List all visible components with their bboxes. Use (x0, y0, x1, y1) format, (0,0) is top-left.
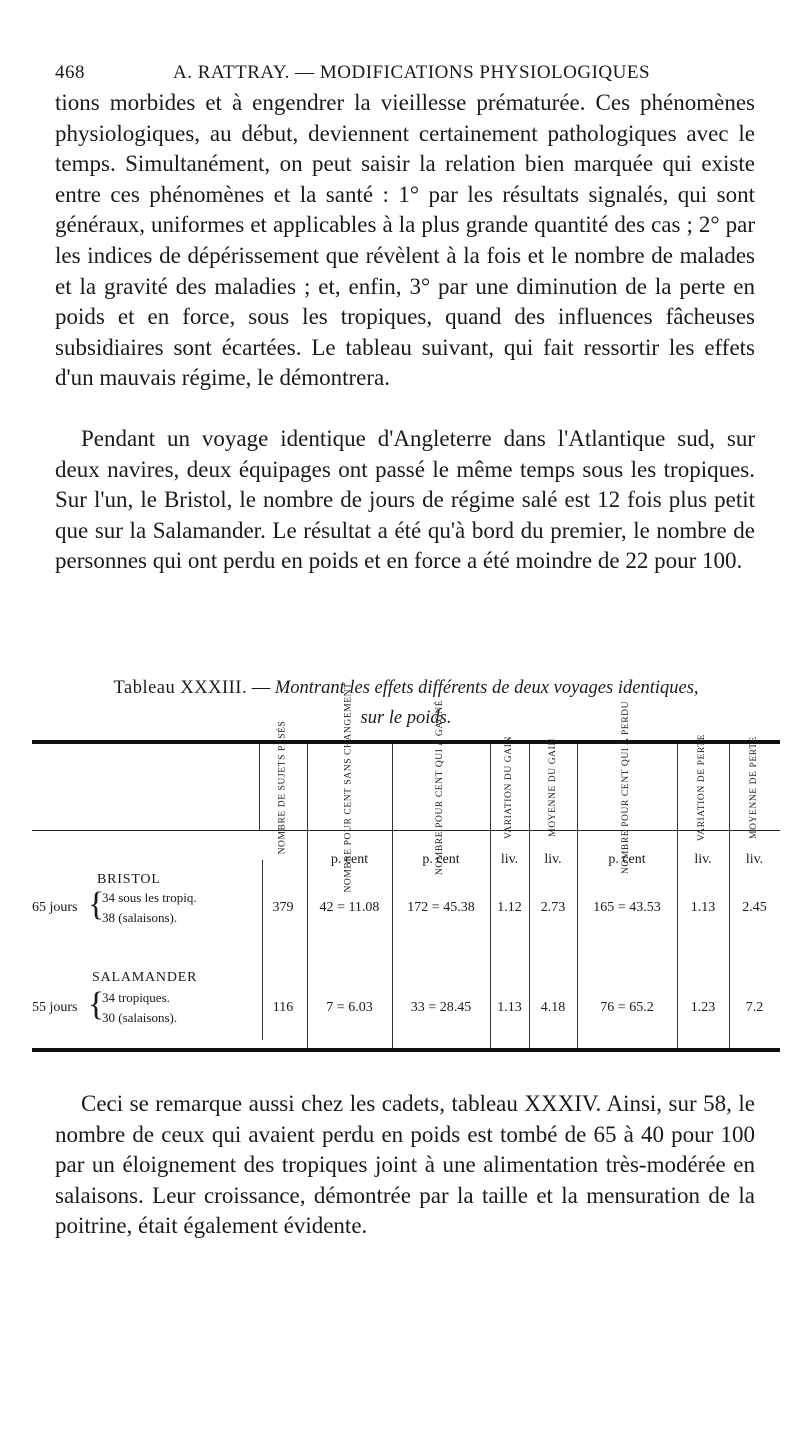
table-cell: 1.13 (497, 1000, 522, 1015)
ship-name-bristol: BRISTOL (97, 872, 161, 887)
paragraph-1: tions morbides et à engendrer la vieillesse prématurée. Ces phénomènes physiologiques, au début, deviennent certainement pathologiques avec le temps. Simultanément, on peut saisir la relation bien marquée qui existe entre ces phénomènes et la santé : 1° par les résultats signalés, qui sont généraux, uniformes et applicables à la plus grande quantité des cas ; 2° par les indices de dépérissement que révèlent à la fois et le nombre de malades et la gravité des maladies ; et, enfin, 3° par une diminution de la perte en poids et en force, sous les tropiques, quand des influences fâcheuses subsidiaires sont écartées. Le tableau suivant, qui fait ressortir les effets d'un mauvais régime, le démontrera. (55, 90, 755, 391)
ship-name-salamander: SALAMANDER (92, 970, 198, 985)
row-detail-line1: 34 tropiques. (102, 990, 170, 1005)
table-label: Tableau XXXIII. (113, 678, 248, 698)
col-header-moyenne-gain: MOYENNE DU GAIN (547, 737, 558, 837)
caption-dash: — (247, 678, 275, 698)
table-bottom-rule (32, 1048, 780, 1052)
unit-cell: liv. (745, 852, 764, 867)
unit-cell: p. cent (422, 852, 460, 867)
row-detail-line1: 34 sous les tropiq. (102, 890, 197, 905)
unit-cell: liv. (694, 852, 712, 867)
table-cell: 7 = 6.03 (326, 1000, 373, 1015)
table-cell: 42 = 11.08 (319, 900, 380, 915)
row-days: 55 jours (32, 1000, 78, 1015)
paragraph-2: Pendant un voyage identique d'Angleterre dans l'Atlantique sud, sur deux navires, deux équipages ont passé le même temps sous les tropiques. Sur l'un, le Bristol, le nombre de jours de régime salé est 12 fois plus petit que sur la Salamander. Le résultat a été qu'à bord du premier, le nombre de personnes qui ont perdu en poids et en force a été moindre de 22 pour 100. (55, 426, 755, 574)
table-header-rule (32, 830, 780, 831)
table-cell: 1.13 (690, 900, 716, 915)
col-header-a-gagne: NOMBRE POUR CENT QUI A GAGNÉ (435, 699, 446, 875)
unit-cell: liv. (500, 852, 519, 867)
table-cell: 2.45 (742, 900, 767, 915)
table-title-line2: sur le poids. (360, 708, 452, 728)
table-cell: 1.12 (497, 900, 522, 915)
unit-cell: p. cent (608, 852, 646, 867)
table-cell: 76 = 65.2 (600, 1000, 654, 1015)
table-cell: 4.18 (540, 1000, 566, 1015)
table-title: Montrant les effets différents de deux voyages identiques, (274, 678, 699, 698)
paragraph-3: Ceci se remarque aussi chez les cadets, tableau XXXIV. Ainsi, sur 58, le nombre de ceux qui avaient perdu en poids est tombé de 65 à 40 pour 100 par un éloignement des tropiques joint à une alimentation très-modérée en salaisons. Leur croissance, démontrée par la taille et la mensuration de la poitrine, était également évidente. (55, 1091, 755, 1239)
table-cell: 172 = 45.38 (407, 900, 475, 915)
row-detail-line2: 38 (salaisons). (102, 910, 178, 925)
table-cell: 2.73 (540, 900, 566, 915)
col-header-sans-changement: NOMBRE POUR CENT SANS CHANGEMENT (344, 681, 355, 893)
table-top-rule (32, 740, 780, 744)
col-header-variation-gain: VARIATION DU GAIN (504, 735, 515, 839)
table-cell: 33 = 28.45 (410, 1000, 472, 1015)
col-header-moyenne-perte: MOYENNE DE PERTE (749, 735, 759, 839)
table-caption (50, 673, 762, 733)
col-header-sujets: NOMBRE DE SUJETS PESÉS (277, 720, 288, 854)
page-number: 468 (55, 62, 85, 83)
unit-cell: liv. (544, 852, 562, 867)
table-cell: 379 (272, 900, 294, 915)
table-cell: 116 (272, 1000, 294, 1015)
table-cell: 7.2 (745, 1000, 764, 1015)
row-brace: { (88, 886, 105, 923)
running-title: A. RATTRAY. — MODIFICATIONS PHYSIOLOGIQUES (173, 62, 651, 83)
row-detail-line2: 30 (salaisons). (102, 1010, 178, 1025)
row-brace: { (88, 986, 105, 1023)
col-header-a-perdu: NOMBRE POUR CENT QUI A PERDU (621, 700, 632, 874)
table-cell: 165 = 43.53 (593, 900, 661, 915)
table-cell: 1.23 (690, 1000, 716, 1015)
col-header-variation-perte: VARIATION DE PERTE (697, 733, 708, 841)
row-days: 65 jours (32, 900, 78, 915)
unit-cell: p. cent (330, 852, 369, 867)
